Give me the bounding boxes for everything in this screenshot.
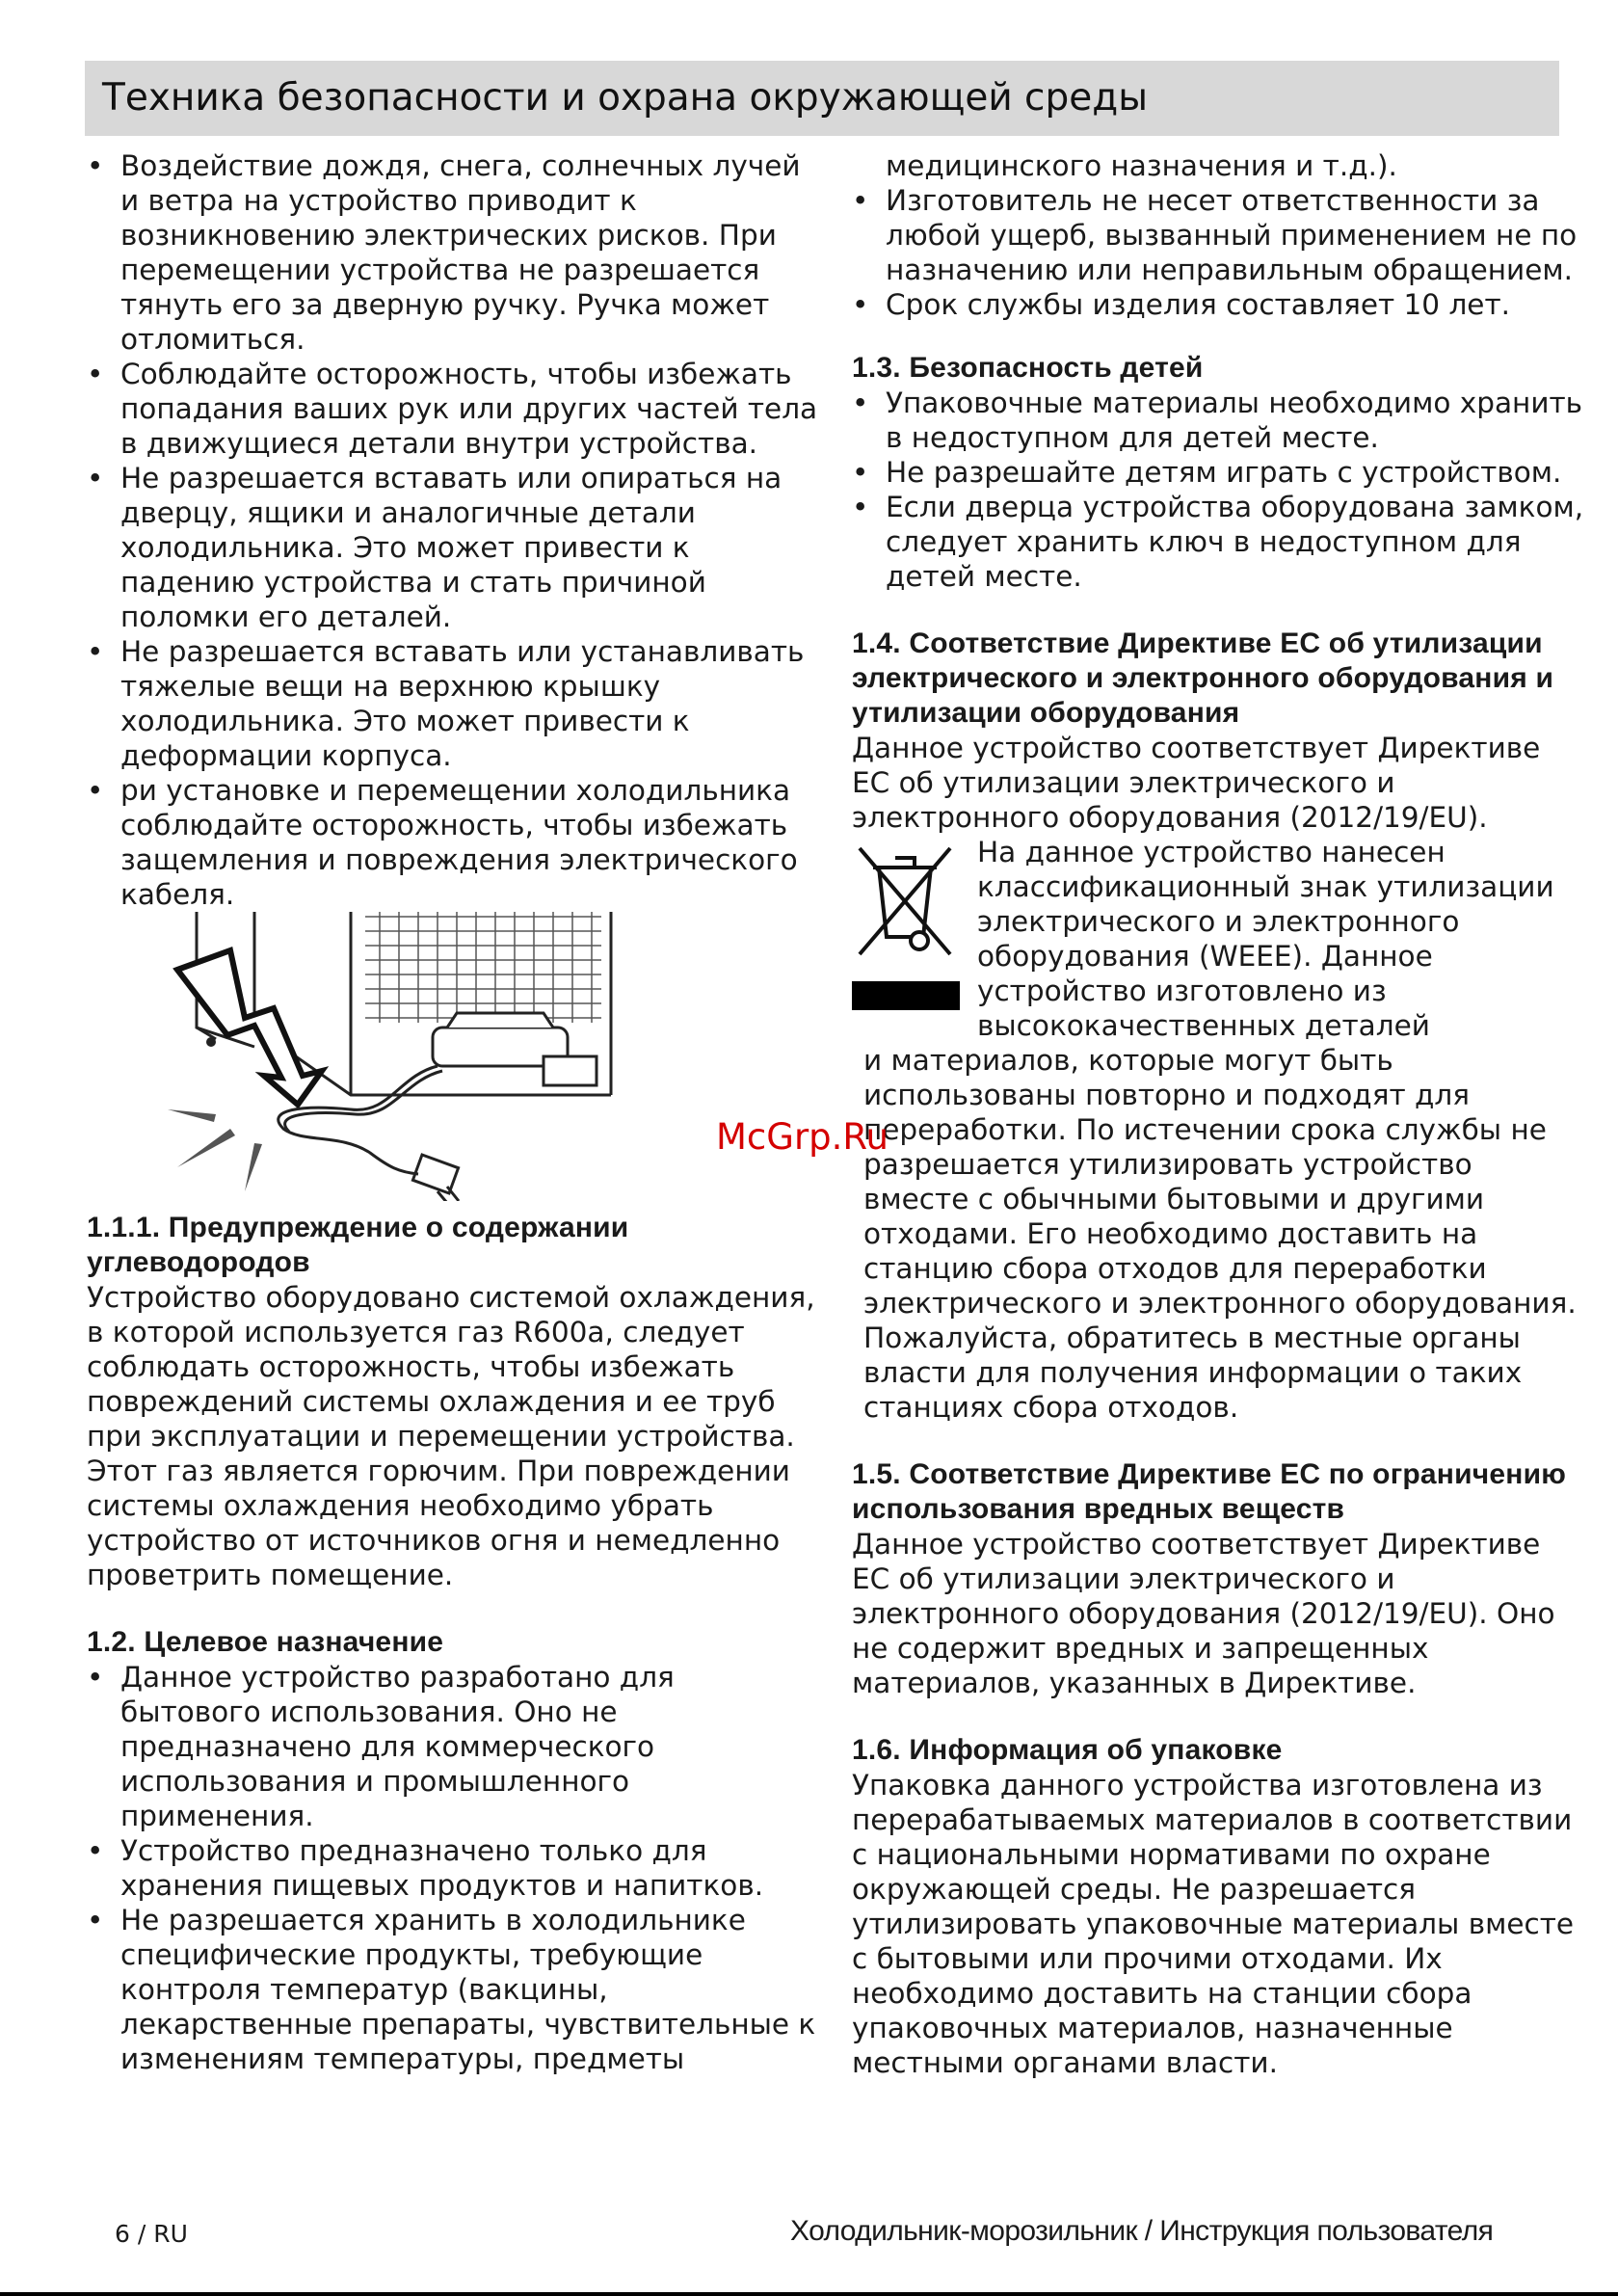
document-title: Холодильник-морозильник / Инструкция пользователя (790, 2215, 1494, 2247)
left-column (87, 148, 819, 2076)
list-item: • ри установке и перемещении холодильника соблюдайте осторожность, чтобы избежать защемления и повреждения электрического кабеля. (87, 773, 819, 912)
section-title: 1.5. Соответствие Директиве ЕС по ограничению использования вредных веществ (852, 1458, 1567, 1525)
list-item: • Не разрешается вставать или опираться на дверцу, ящики и аналогичные детали холодильника. Это может привести к падению устройства и стать причиной поломки его деталей. (87, 461, 819, 634)
list-item: • Если дверца устройства оборудована замком, следует хранить ключ в недоступном для детей месте. (852, 490, 1584, 594)
section-title: 1.2. Целевое назначение (87, 1626, 444, 1658)
paragraph: Устройство оборудовано системой охлаждения, в которой используется газ R600a, следует соблюдать осторожность, чтобы избежать повреждений системы охлаждения и ее труб при эксплуатации и перемещении устройства. Этот газ является горючим. При повреждении системы охлаждения необходимо убрать устройство от источников огня и немедленно проветрить помещение. (87, 1281, 815, 1591)
list-item: • Соблюдайте осторожность, чтобы избежать попадания ваших рук или других частей тела в движущиеся детали внутри устройства. (87, 357, 819, 461)
section-title: 1.1.1. Предупреждение о содержании углеводородов (87, 1212, 629, 1278)
paragraph: Данное устройство соответствует Директиве ЕС об утилизации электрического и электронного оборудования (2012/19/EU). (852, 732, 1541, 834)
page-number: 6 / RU (115, 2220, 188, 2248)
list-item: • Устройство предназначено только для хранения пищевых продуктов и напитков. (87, 1833, 819, 1903)
child-safety-list (852, 386, 1584, 594)
list-item: • Не разрешается вставать или устанавливать тяжелые вещи на верхнюю крышку холодильника. Это может привести к деформации корпуса. (87, 634, 819, 773)
watermark: McGrp.Ru (716, 1116, 889, 1158)
section-title: 1.3. Безопасность детей (852, 352, 1204, 384)
page-title: Техника безопасности и охрана окружающей среды (85, 61, 1559, 136)
purpose-list (87, 1660, 819, 2076)
paragraph: Упаковка данного устройства изготовлена из перерабатываемых материалов в соответствии с национальными нормативами по охране окружающей среды. Не разрешается утилизировать упаковочные материалы вместе с бытовыми или прочими отходами. Их необходимо доставить на станции сбора упаковочных материалов, назначенные местными органами власти. (852, 1769, 1575, 2079)
bottom-rule (0, 2292, 1618, 2296)
cable-warning-illustration (87, 912, 819, 1211)
weee-block (852, 835, 1584, 1425)
weee-text-continued: и материалов, которые могут быть использованы повторно и подходят для переработки. По истечении срока службы не разрешается утилизировать устройство вместе с обычными бытовыми и другими отходами. Его необходимо доставить на станцию сбора отходов для переработки электрического и электронного оборудования. Пожалуйста, обратитесь в местные органы власти для получения информации о таких станциях сбора отходов. (863, 1044, 1577, 1424)
list-item: • Воздействие дождя, снега, солнечных лучей и ветра на устройство приводит к возникновению электрических рисков. При перемещении устройства не разрешается тянуть его за дверную ручку. Ручка может отломиться. (87, 148, 819, 357)
right-column (852, 148, 1584, 2080)
list-item: • Изготовитель не несет ответственности за любой ущерб, вызванный применением не по назначению или неправильным обращением. (852, 183, 1584, 287)
section-title: 1.6. Информация об упаковке (852, 1734, 1283, 1766)
list-item: • Данное устройство разработано для бытового использования. Оно не предназначено для коммерческого использования и промышленного применения. (87, 1660, 819, 1833)
list-item: • Упаковочные материалы необходимо хранить в недоступном для детей месте. (852, 386, 1584, 455)
list-continuation: медицинского назначения и т.д.). (886, 149, 1397, 182)
list-item: • Не разрешайте детям играть с устройством. (852, 455, 1584, 490)
weee-text: На данное устройство нанесен классификационный знак утилизации электрического и электронного оборудования (WEEE). Данное устройство изготовлено из высококачественных деталей (977, 836, 1554, 1042)
liability-list (852, 183, 1584, 322)
fridge-cable-drawing (158, 912, 621, 1201)
list-item: • Не разрешается хранить в холодильнике специфические продукты, требующие контроля температур (вакцины, лекарственные препараты, чувствительные к изменениям температуры, предметы (87, 1903, 819, 2076)
section-title: 1.4. Соответствие Директиве ЕС об утилизации электрического и электронного оборудования и утилизации оборудования (852, 627, 1554, 729)
paragraph: Данное устройство соответствует Директиве ЕС об утилизации электрического и электронного оборудования (2012/19/EU). Оно не содержит вредных и запрещенных материалов, указанных в Директиве. (852, 1528, 1555, 1699)
list-item: • Срок службы изделия составляет 10 лет. (852, 287, 1584, 322)
weee-bar (852, 981, 960, 1010)
safety-list (87, 148, 819, 912)
crossed-bin-icon (852, 841, 958, 964)
